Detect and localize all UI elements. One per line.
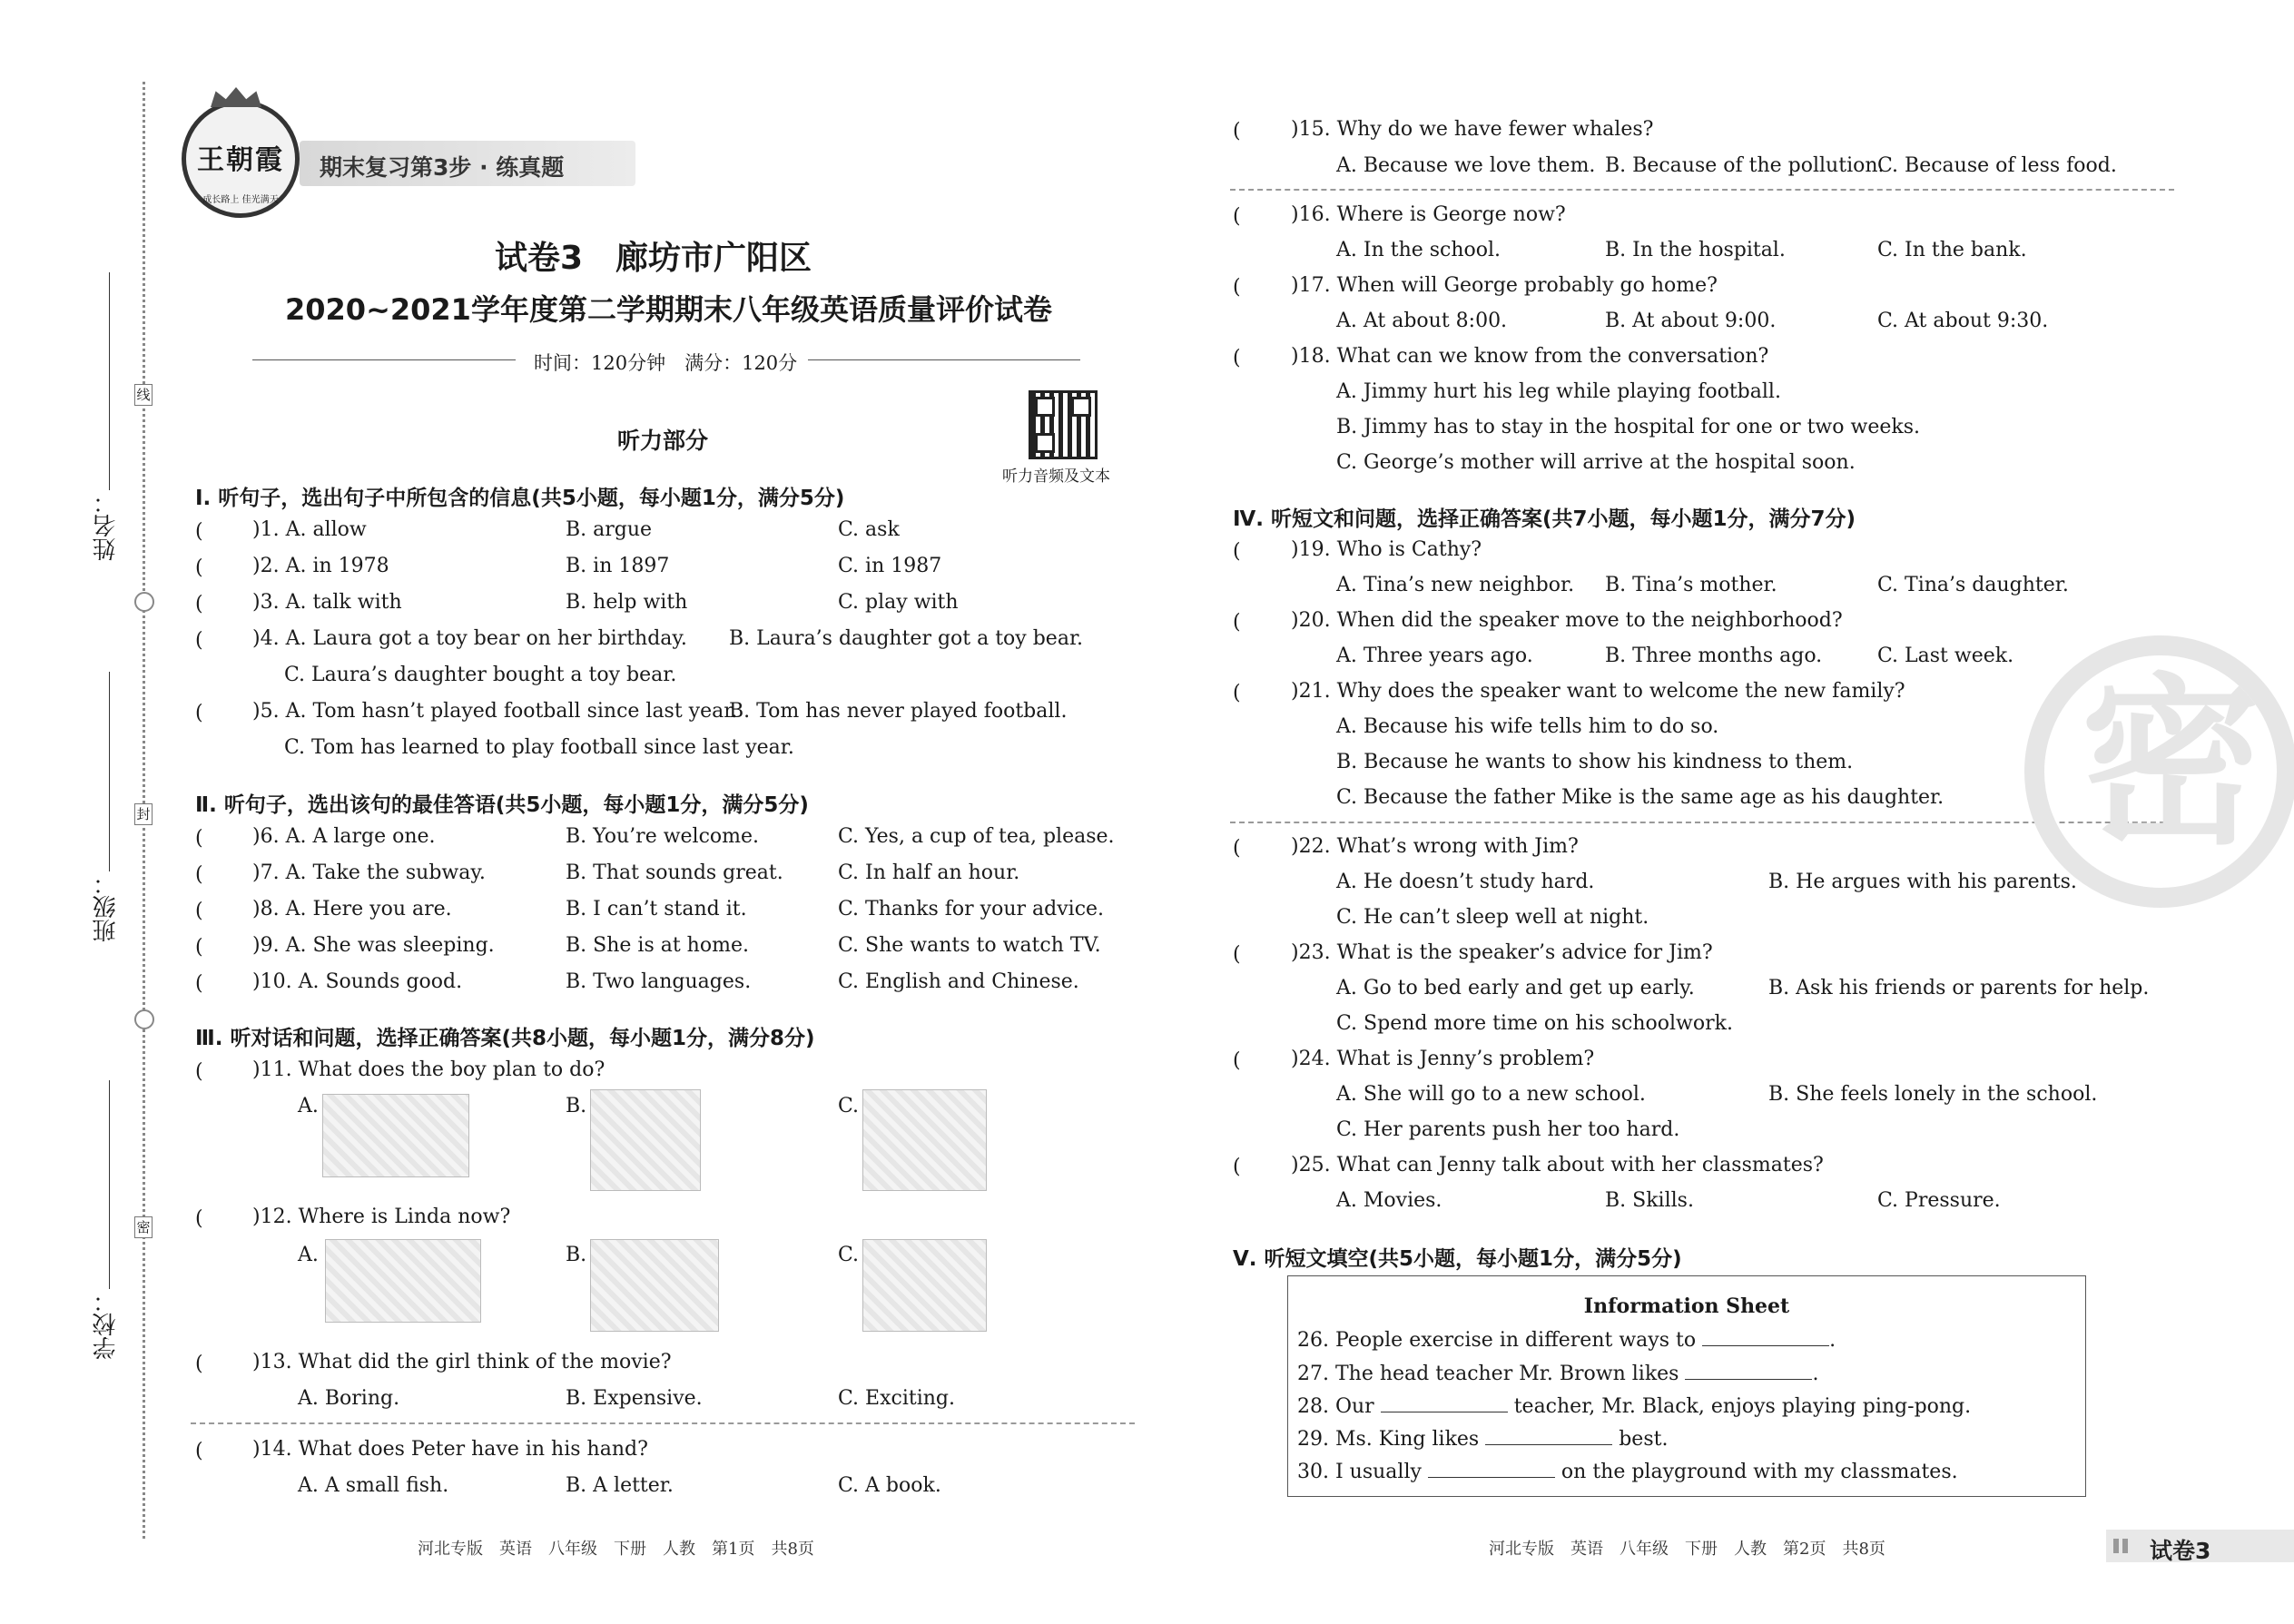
q13-option-b: B. Expensive. — [566, 1387, 703, 1410]
answer-bracket: ( — [1233, 540, 1241, 563]
q14-option-a: A. A small fish. — [298, 1474, 449, 1497]
q17-stem: )17. When will George probably go home? — [1291, 274, 1718, 297]
q15-option-c: C. Because of less food. — [1877, 154, 2117, 177]
q13-stem: )13. What did the girl think of the movie? — [252, 1351, 672, 1373]
answer-bracket: ( — [195, 1060, 203, 1083]
tab-dots-icon — [2113, 1539, 2132, 1553]
blank-30[interactable] — [1428, 1461, 1555, 1478]
answer-bracket: ( — [1233, 1049, 1241, 1072]
watermark-text: 密 — [2081, 658, 2263, 870]
q5-option-a: )5. A. Tom hasn’t played football since last year. — [252, 700, 738, 723]
section-5-heading: Ⅴ. 听短文填空(共5小题，每小题1分，满分5分) — [1233, 1247, 1682, 1271]
answer-bracket: ( — [1233, 837, 1241, 860]
logo-subtext: 成长路上 佳光满天 — [202, 195, 279, 205]
footer-tab — [2106, 1530, 2294, 1562]
school-underline — [109, 1080, 110, 1289]
q11-stem: )11. What does the boy plan to do? — [252, 1058, 605, 1081]
q20-option-a: A. Three years ago. — [1336, 645, 1533, 667]
q11-option-b: B. — [566, 1095, 587, 1117]
brand-logo — [182, 100, 300, 218]
blank-27[interactable] — [1685, 1363, 1812, 1380]
answer-bracket: ( — [195, 863, 203, 886]
section-3-heading: Ⅲ. 听对话和问题，选择正确答案(共8小题，每小题1分，满分8分) — [195, 1027, 815, 1050]
q14-option-b: B. A letter. — [566, 1474, 674, 1497]
q16-stem: )16. Where is George now? — [1291, 203, 1566, 226]
q15-option-b: B. Because of the pollution. — [1605, 154, 1885, 177]
q7-option-a: )7. A. Take the subway. — [252, 861, 486, 884]
answer-bracket: ( — [195, 900, 203, 922]
school-label: 学校： — [93, 1289, 120, 1360]
banner-text: 期末复习第3步 · 练真题 — [320, 154, 565, 181]
q25-stem: )25. What can Jenny talk about with her classmates? — [1291, 1154, 1824, 1176]
class-label: 班级： — [93, 871, 120, 942]
footer-left: 河北专版 英语 八年级 下册 人教 第1页 共8页 — [418, 1540, 814, 1559]
name-label: 姓名： — [93, 490, 120, 561]
q8-option-a: )8. A. Here you are. — [252, 898, 452, 920]
binding-mark-secret: 密 — [134, 1216, 153, 1238]
answer-bracket: ( — [1233, 347, 1241, 369]
logo-text: 王朝霞 — [197, 144, 284, 176]
answer-bracket: ( — [1233, 205, 1241, 228]
q10-option-b: B. Two languages. — [566, 970, 752, 993]
banner — [300, 141, 635, 186]
q16-option-b: B. In the hospital. — [1605, 239, 1786, 261]
answer-bracket: ( — [195, 702, 203, 724]
q6-option-c: C. Yes, a cup of tea, please. — [838, 825, 1115, 848]
q14-option-c: C. A book. — [838, 1474, 941, 1497]
answer-bracket: ( — [195, 629, 203, 652]
q3-option-b: B. help with — [566, 591, 688, 614]
q19-option-a: A. Tina’s new neighbor. — [1336, 574, 1575, 596]
binding-mark-line: 线 — [134, 384, 153, 406]
q23-option-c: C. Spend more time on his schoolwork. — [1336, 1012, 1733, 1035]
binding-mark-seal: 封 — [134, 803, 153, 825]
answer-bracket: ( — [195, 1353, 203, 1375]
answer-bracket: ( — [195, 972, 203, 995]
q2-option-c: C. in 1987 — [838, 555, 942, 577]
q12-option-c: C. — [838, 1244, 860, 1266]
q22-stem: )22. What’s wrong with Jim? — [1291, 835, 1579, 858]
q12-option-b: B. — [566, 1244, 587, 1266]
information-sheet — [1287, 1275, 2086, 1497]
q20-option-b: B. Three months ago. — [1605, 645, 1823, 667]
section-2-heading: Ⅱ. 听句子，选出该句的最佳答语(共5小题，每小题1分，满分5分) — [195, 793, 809, 817]
q3-option-c: C. play with — [838, 591, 959, 614]
binding-circle-icon — [134, 592, 154, 612]
q21-option-b: B. Because he wants to show his kindness to them. — [1336, 751, 1854, 773]
q17-option-a: A. At about 8:00. — [1336, 310, 1508, 332]
q21-option-c: C. Because the father Mike is the same age as his daughter. — [1336, 786, 1944, 809]
listening-heading: 听力部分 — [617, 428, 709, 454]
answer-bracket: ( — [1233, 943, 1241, 966]
blank-26[interactable] — [1702, 1329, 1829, 1346]
q24-option-a: A. She will go to a new school. — [1336, 1083, 1646, 1106]
q1-option-c: C. ask — [838, 518, 900, 541]
time-info: 时间：120分钟 满分：120分 — [534, 352, 798, 374]
q7-option-b: B. That sounds great. — [566, 861, 783, 884]
q6-option-b: B. You’re welcome. — [566, 825, 760, 848]
q23-stem: )23. What is the speaker’s advice for Jim? — [1291, 941, 1713, 964]
q22-option-c: C. He can’t sleep well at night. — [1336, 906, 1649, 929]
answer-bracket: ( — [195, 1207, 203, 1230]
answer-bracket: ( — [1233, 682, 1241, 704]
q21-stem: )21. Why does the speaker want to welcome the new family? — [1291, 680, 1905, 703]
q22-option-a: A. He doesn’t study hard. — [1336, 871, 1595, 893]
q25-option-b: B. Skills. — [1605, 1189, 1694, 1212]
q2-option-b: B. in 1897 — [566, 555, 670, 577]
answer-bracket: ( — [195, 593, 203, 615]
footer-right: 河北专版 英语 八年级 下册 人教 第2页 共8页 — [1489, 1540, 1885, 1559]
section-4-heading: Ⅳ. 听短文和问题，选择正确答案(共7小题，每小题1分，满分7分) — [1233, 507, 1856, 531]
answer-bracket: ( — [1233, 1156, 1241, 1178]
qr-code-icon[interactable] — [1029, 390, 1098, 459]
q17-option-c: C. At about 9:30. — [1877, 310, 2049, 332]
q8-option-c: C. Thanks for your advice. — [838, 898, 1105, 920]
q19-option-c: C. Tina’s daughter. — [1877, 574, 2069, 596]
q25-option-a: A. Movies. — [1336, 1189, 1442, 1212]
time-rule-right — [808, 359, 1080, 360]
q13-option-a: A. Boring. — [298, 1387, 400, 1410]
q12-picture-a — [325, 1239, 481, 1323]
q12-picture-b — [590, 1239, 719, 1332]
watermark-seal — [2024, 635, 2294, 908]
time-rule-left — [252, 359, 516, 360]
q18-option-c: C. George’s mother will arrive at the hospital soon. — [1336, 451, 1856, 474]
q5-option-b: B. Tom has never played football. — [729, 700, 1068, 723]
exam-subtitle: 2020~2021学年度第二学期期末八年级英语质量评价试卷 — [285, 292, 1052, 327]
q10-option-a: )10. A. Sounds good. — [252, 970, 463, 993]
q7-option-c: C. In half an hour. — [838, 861, 1020, 884]
blank-29[interactable] — [1485, 1428, 1612, 1445]
crown-icon — [211, 87, 261, 107]
q11-picture-c — [862, 1089, 987, 1191]
binding-circle-icon — [134, 1009, 154, 1029]
q9-option-a: )9. A. She was sleeping. — [252, 934, 495, 957]
q24-stem: )24. What is Jenny’s problem? — [1291, 1048, 1595, 1070]
q19-stem: )19. Who is Cathy? — [1291, 538, 1482, 561]
q4-option-b: B. Laura’s daughter got a toy bear. — [729, 627, 1084, 650]
q20-option-c: C. Last week. — [1877, 645, 2014, 667]
info-sheet-title: Information Sheet — [1583, 1294, 1790, 1318]
q8-option-b: B. I can’t stand it. — [566, 898, 747, 920]
info-line-28: 28. Our teacher, Mr. Black, enjoys playing ping-pong. — [1297, 1395, 1972, 1418]
answer-bracket: ( — [1233, 120, 1241, 143]
answer-bracket: ( — [195, 936, 203, 959]
q3-option-a: )3. A. talk with — [252, 591, 402, 614]
q21-option-a: A. Because his wife tells him to do so. — [1336, 715, 1719, 738]
info-line-30: 30. I usually on the playground with my classmates. — [1297, 1461, 1958, 1483]
q23-option-b: B. Ask his friends or parents for help. — [1768, 977, 2150, 999]
q14-stem: )14. What does Peter have in his hand? — [252, 1438, 648, 1461]
q15-option-a: A. Because we love them. — [1336, 154, 1596, 177]
section-1-heading: Ⅰ. 听句子，选出句子中所包含的信息(共5小题，每小题1分，满分5分) — [195, 487, 845, 510]
q13-option-c: C. Exciting. — [838, 1387, 955, 1410]
answer-bracket: ( — [195, 827, 203, 850]
info-line-27: 27. The head teacher Mr. Brown likes . — [1297, 1363, 1819, 1385]
q25-option-c: C. Pressure. — [1877, 1189, 2001, 1212]
q1-option-a: )1. A. allow — [252, 518, 367, 541]
info-line-26: 26. People exercise in different ways to . — [1297, 1329, 1836, 1352]
blank-28[interactable] — [1381, 1395, 1508, 1412]
q24-option-c: C. Her parents push her too hard. — [1336, 1118, 1680, 1141]
q16-option-c: C. In the bank. — [1877, 239, 2027, 261]
q18-option-a: A. Jimmy hurt his leg while playing football. — [1336, 380, 1781, 403]
q2-option-a: )2. A. in 1978 — [252, 555, 389, 577]
page-divider — [1230, 189, 2174, 191]
q12-stem: )12. Where is Linda now? — [252, 1206, 511, 1228]
q1-option-b: B. argue — [566, 518, 653, 541]
q15-stem: )15. Why do we have fewer whales? — [1291, 118, 1654, 141]
q16-option-a: A. In the school. — [1336, 239, 1501, 261]
q11-option-a: A. — [298, 1095, 319, 1117]
class-underline — [109, 672, 110, 871]
q5-option-c: C. Tom has learned to play football since last year. — [284, 736, 794, 759]
q23-option-a: A. Go to bed early and get up early. — [1336, 977, 1695, 999]
q4-option-c: C. Laura’s daughter bought a toy bear. — [284, 664, 677, 686]
name-underline — [109, 272, 110, 490]
q20-stem: )20. When did the speaker move to the neighborhood? — [1291, 609, 1843, 632]
exam-title: 试卷3 廊坊市广阳区 — [495, 240, 812, 277]
q17-option-b: B. At about 9:00. — [1605, 310, 1777, 332]
q18-option-b: B. Jimmy has to stay in the hospital for one or two weeks. — [1336, 416, 1920, 438]
q11-option-c: C. — [838, 1095, 860, 1117]
q9-option-c: C. She wants to watch TV. — [838, 934, 1101, 957]
q6-option-a: )6. A. A large one. — [252, 825, 436, 848]
q11-picture-b — [590, 1089, 701, 1191]
q18-stem: )18. What can we know from the conversation? — [1291, 345, 1769, 368]
tab-label: 试卷3 — [2150, 1538, 2211, 1564]
answer-bracket: ( — [195, 520, 203, 543]
answer-bracket: ( — [195, 556, 203, 579]
q12-option-a: A. — [298, 1244, 319, 1266]
answer-bracket: ( — [1233, 276, 1241, 299]
info-line-29: 29. Ms. King likes best. — [1297, 1428, 1669, 1451]
q24-option-b: B. She feels lonely in the school. — [1768, 1083, 2098, 1106]
answer-bracket: ( — [1233, 611, 1241, 634]
q11-picture-a — [322, 1094, 469, 1177]
q19-option-b: B. Tina’s mother. — [1605, 574, 1777, 596]
page-divider — [1230, 822, 2174, 823]
qr-caption: 听力音频及文本 — [1002, 468, 1110, 486]
q9-option-b: B. She is at home. — [566, 934, 749, 957]
q10-option-c: C. English and Chinese. — [838, 970, 1079, 993]
answer-bracket: ( — [195, 1440, 203, 1462]
q4-option-a: )4. A. Laura got a toy bear on her birthday. — [252, 627, 687, 650]
q22-option-b: B. He argues with his parents. — [1768, 871, 2077, 893]
q12-picture-c — [862, 1239, 987, 1332]
page-divider — [191, 1422, 1135, 1424]
